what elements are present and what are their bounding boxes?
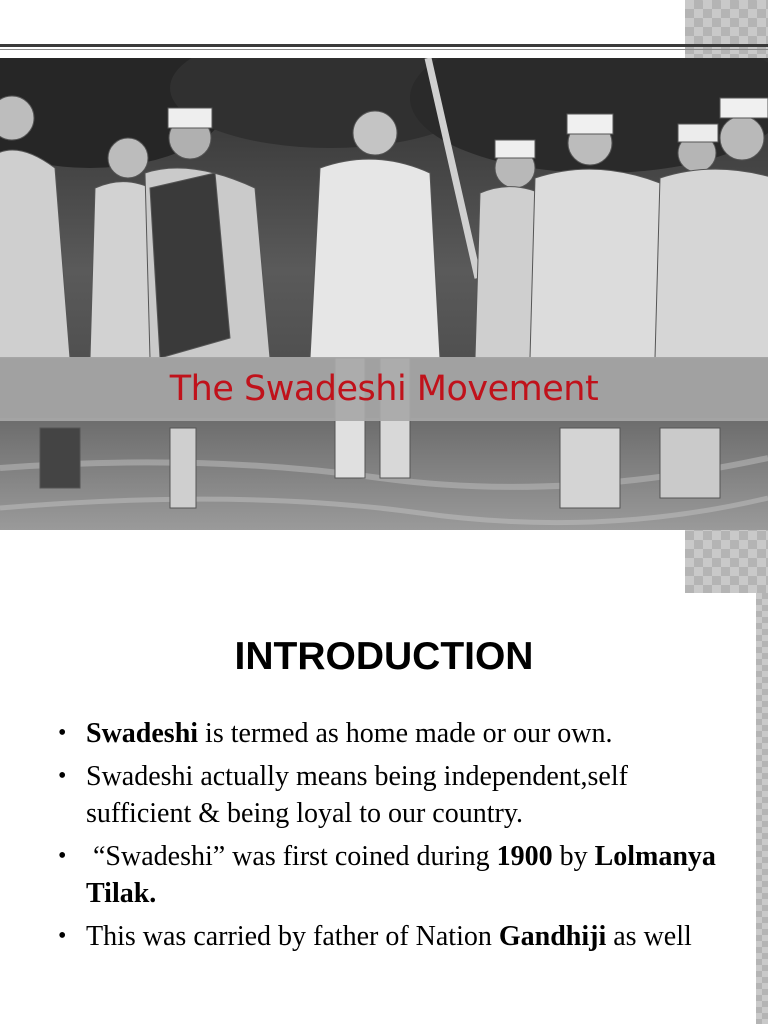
introduction-slide [0,593,768,1024]
introduction-heading: INTRODUCTION [234,635,534,678]
title-band [0,357,768,421]
marchers-photo-illustration [0,58,768,530]
top-rule-thin [0,49,768,50]
top-rule [0,44,768,47]
historic-photo [0,58,768,530]
bullet-item: • Swadeshi is termed as home made or our own. [58,715,728,752]
bullet-list [58,715,728,961]
bullet-item: • This was carried by father of Nation Gandhiji as well [58,918,728,955]
bullet-item: • Swadeshi actually means being independent,self sufficient & being loyal to our country. [58,758,728,832]
bullet-icon: • [58,923,67,949]
bullet-icon: • [58,843,67,869]
bullet-item: • “Swadeshi” was first coined during 1900 by Lolmanya Tilak. [58,838,728,912]
bullet-icon: • [58,720,67,746]
slide-title: The Swadeshi Movement [169,369,599,409]
bullet-icon: • [58,763,67,789]
